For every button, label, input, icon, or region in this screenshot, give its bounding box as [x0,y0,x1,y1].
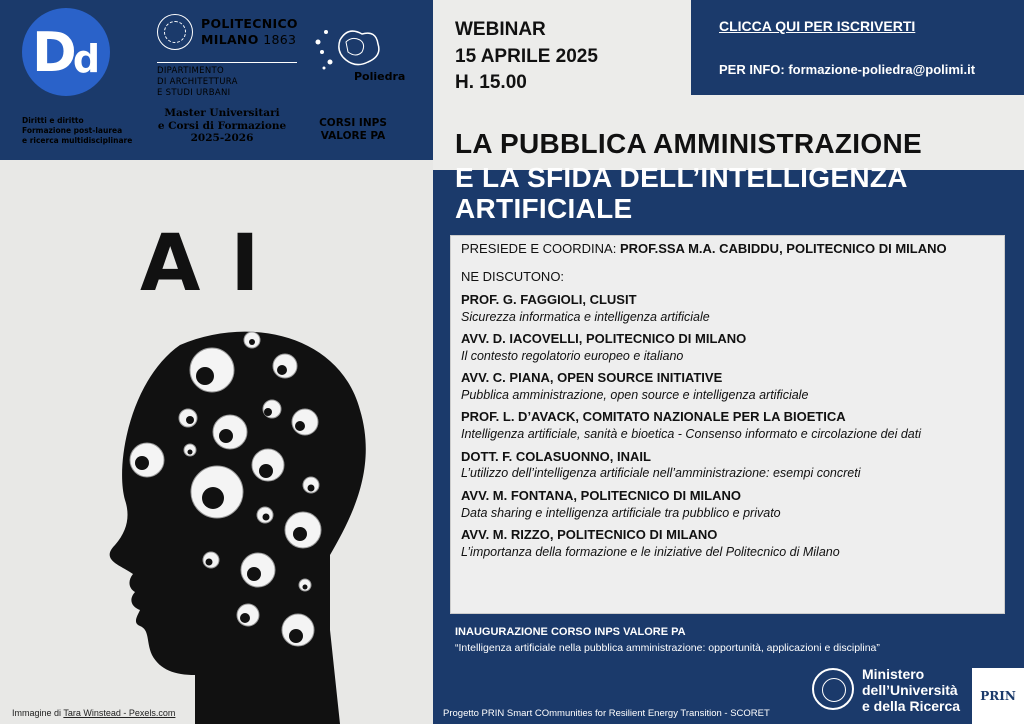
event-title-line3: ARTIFICIALE [455,192,633,224]
master-line: 2025-2026 [190,132,254,145]
speaker-name: AVV. M. FONTANA, POLITECNICO DI MILANO [461,487,741,503]
dd-caption-line: Diritti e diritto [22,116,84,125]
speaker-name: AVV. M. RIZZO, POLITECNICO DI MILANO [461,526,718,542]
event-title-line2: E LA SFIDA DELL’INTELLIGENZA [455,162,908,193]
speaker-topic: L’importanza della formazione e le iniziative del Politecnico di Milano [461,544,840,559]
speaker-topic: Data sharing e intelligenza artificiale tra pubblico e privato [461,505,781,520]
prin-logo: PRIN [972,668,1024,724]
dd-caption-line: Formazione post-laurea [22,126,123,136]
event-type: WEBINAR [455,19,546,40]
speaker-item [461,370,992,403]
dept-line: E STUDI URBANI [157,88,231,99]
prin-project-note: Progetto PRIN Smart COmmunities for Resilient Energy Transition - SCORET [443,708,770,719]
speaker-topic: Pubblica amministrazione, open source e intelligenza artificiale [461,388,809,403]
master-line: e Corsi di Formazione [157,119,287,132]
polimi-name [201,16,298,47]
corsi-line: CORSI INPS [319,117,387,129]
event-details [455,17,598,97]
credit-prefix: Immagine di [12,708,62,718]
mur-line: Ministero [862,666,925,682]
speaker-list [461,292,992,560]
speaker-item [461,409,992,442]
dept-line: DI ARCHITETTURA [157,77,238,88]
speaker-item [461,331,992,364]
poliedra-logo [310,20,410,90]
poliedra-icon [310,20,410,70]
registration-box [691,0,1024,95]
image-credit [12,708,175,718]
speaker-item [461,292,992,325]
speaker-name: PROF. L. D’AVACK, COMITATO NAZIONALE PER LA BIOETICA [461,409,846,425]
speaker-item [461,488,992,521]
mur-line: e della Ricerca [862,698,961,715]
dd-logo [22,8,110,96]
master-line: Master Universitari [164,107,280,119]
dd-caption-line: e ricerca multidisciplinare [22,136,133,146]
speaker-item [461,527,992,560]
chair-line [461,241,992,256]
speaker-topic: Il contesto regolatorio europeo e italiano [461,349,684,364]
polimi-name-line: POLITECNICO [201,16,298,31]
speaker-name: DOTT. F. COLASUONNO, INAIL [461,448,651,464]
ai-letters: AI [140,219,290,309]
event-title-rest [455,163,1015,225]
event-time: H. 15.00 [455,72,527,94]
mur-seal-icon [812,668,854,710]
chair-name: PROF.SSA M.A. CABIDDU, POLITECNICO DI MILANO [619,241,947,256]
panel-label: NE DISCUTONO: [461,269,565,284]
corsi-line: VALORE PA [320,129,386,142]
ai-head-illustration [0,160,433,724]
register-link[interactable]: CLICCA QUI PER ISCRIVERTI [719,18,916,34]
mur-line: dell’Università [862,682,958,699]
department-name [157,62,297,99]
inauguration-subtitle: “Intelligenza artificiale nella pubblica amministrazione: opportunità, applicazioni e disciplina” [455,642,880,654]
inauguration-title: INAUGURAZIONE CORSO INPS VALORE PA [455,626,686,638]
polimi-city: MILANO [201,31,259,47]
corsi-inps-caption [308,117,398,142]
polimi-year: 1863 [263,31,297,47]
poliedra-name: Poliedra [354,70,406,83]
dd-logo-big-letter: D [31,20,73,84]
mur-logo [812,664,962,720]
info-email: PER INFO: formazione-poliedra@polimi.it [719,62,976,77]
speaker-topic: L’utilizzo dell’intelligenza artificiale nell’amministrazione: esempi concreti [461,466,861,481]
event-date: 15 APRILE 2025 [455,45,598,67]
dd-logo-small-letter: d [72,37,101,81]
speaker-name: AVV. C. PIANA, OPEN SOURCE INITIATIVE [461,370,723,386]
speaker-topic: Intelligenza artificiale, sanità e bioetica - Consenso informato e circolazione dei dati [461,427,921,442]
program-box [450,235,1005,614]
speaker-topic: Sicurezza informatica e intelligenza artificiale [461,309,710,324]
dept-line: DIPARTIMENTO [157,66,224,76]
chair-label: PRESIEDE E COORDINA: [461,241,617,256]
dd-caption [22,116,142,146]
master-caption [152,107,292,145]
speaker-name: AVV. D. IACOVELLI, POLITECNICO DI MILANO [461,331,747,347]
ai-head-image [0,160,433,724]
polimi-seal-icon [157,14,193,50]
event-title-line1: LA PUBBLICA AMMINISTRAZIONE [455,128,922,159]
speaker-item [461,449,992,482]
mur-name [862,666,960,714]
credit-link[interactable]: Tara Winstead - Pexels.com [63,708,176,718]
speaker-name: PROF. G. FAGGIOLI, CLUSIT [461,292,637,307]
